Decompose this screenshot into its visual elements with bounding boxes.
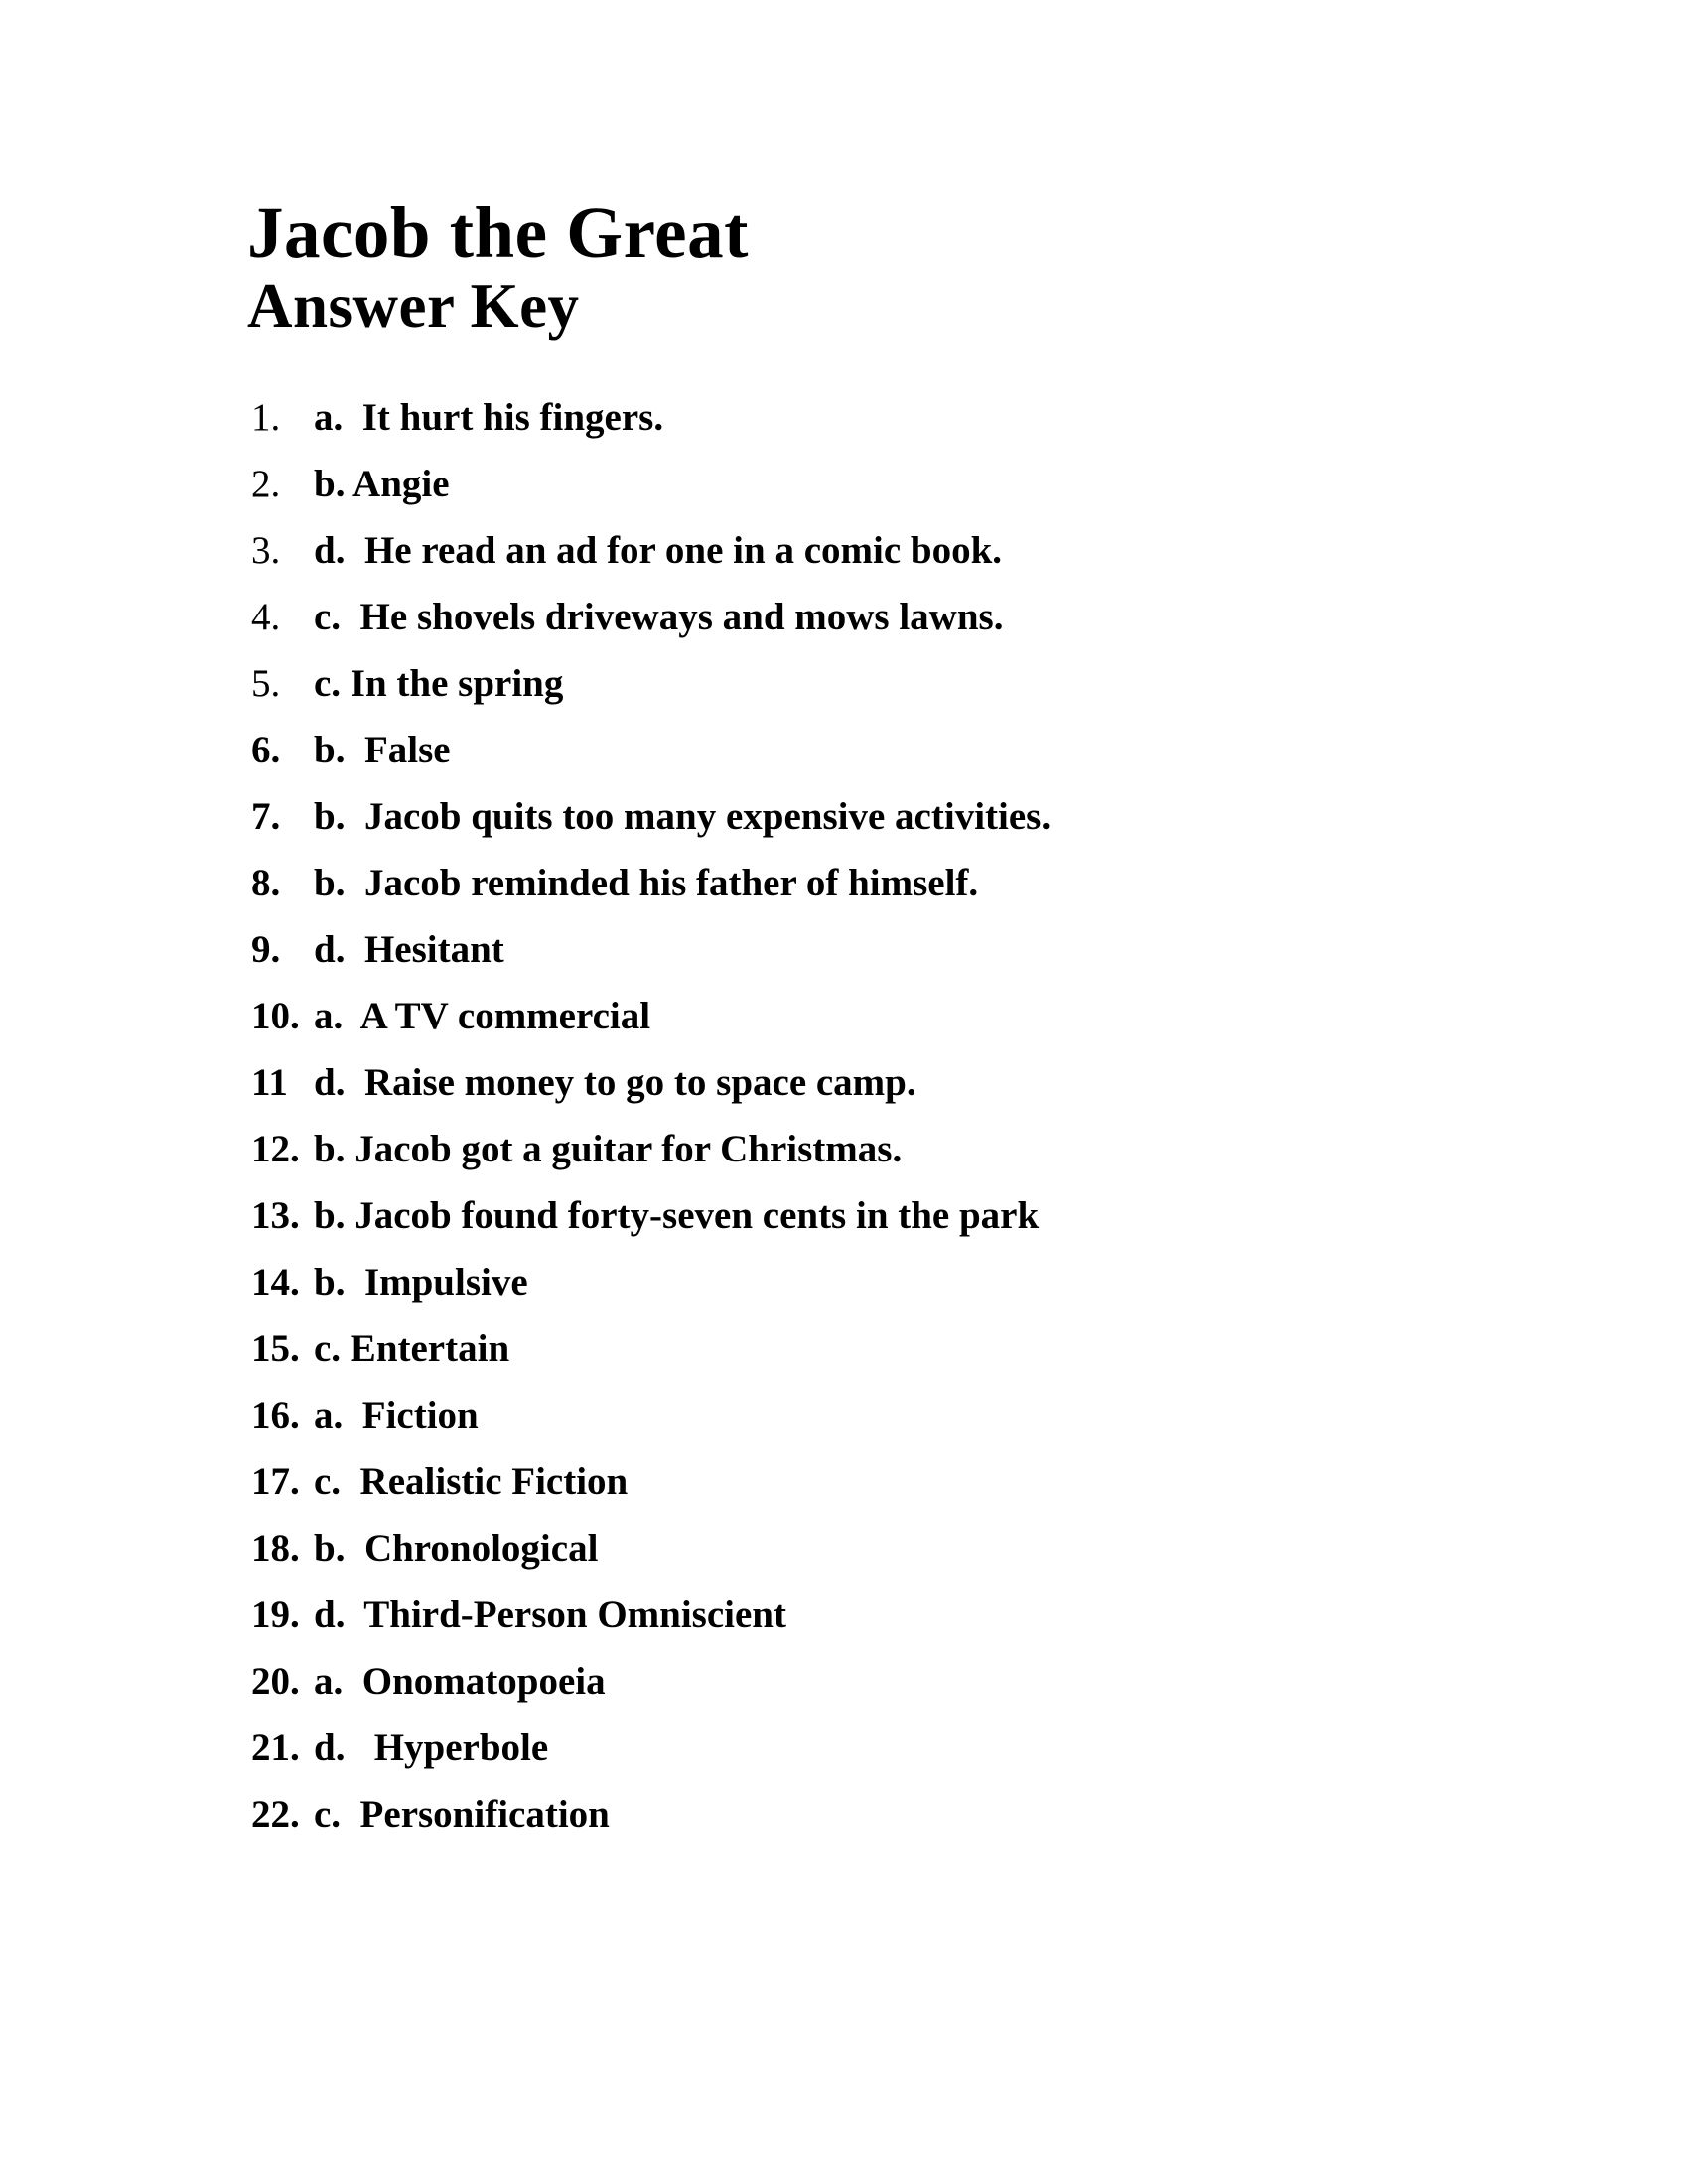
answer-item (251, 728, 1051, 771)
answer-text: c. Realistic Fiction (314, 1460, 629, 1503)
answer-number: 6. (251, 729, 281, 771)
answer-number: 3. (251, 529, 281, 572)
answer-number: 13. (251, 1194, 300, 1237)
answer-text: d. He read an ad for one in a comic book. (314, 529, 1003, 572)
answer-text: d. Hesitant (314, 928, 504, 971)
answer-number: 7. (251, 795, 281, 838)
answer-item (251, 861, 1051, 904)
answer-text: a. A TV commercial (314, 995, 651, 1037)
answer-number: 11 (251, 1061, 288, 1104)
answer-item (251, 1260, 1051, 1303)
answer-text: c. He shovels driveways and mows lawns. (314, 596, 1004, 638)
answer-item (251, 462, 1051, 505)
answer-item (251, 1060, 1051, 1104)
answer-number: 22. (251, 1793, 300, 1836)
answer-number: 4. (251, 596, 281, 638)
answer-item (251, 528, 1051, 572)
answer-item (251, 1659, 1051, 1703)
answer-item (251, 794, 1052, 838)
answer-number: 10. (251, 995, 300, 1037)
answer-item (251, 395, 1051, 439)
answer-item (251, 1592, 1051, 1636)
answer-number: 9. (251, 928, 281, 971)
answer-text: a. It hurt his fingers. (314, 396, 664, 439)
answer-text: b. False (314, 729, 451, 771)
answer-number: 8. (251, 862, 281, 904)
answer-number: 2. (251, 463, 281, 505)
answer-number: 20. (251, 1660, 300, 1703)
answer-item (251, 1193, 1051, 1237)
answer-text: b. Impulsive (314, 1261, 528, 1303)
answer-text: a. Onomatopoeia (314, 1660, 606, 1703)
answer-number: 12. (251, 1128, 300, 1170)
answer-item (251, 1792, 1051, 1836)
answer-item (251, 661, 1051, 705)
document-subtitle: Answer Key (247, 270, 580, 341)
answer-text: b. Chronological (314, 1527, 599, 1570)
answer-item (251, 1127, 1051, 1170)
answer-text: b. Jacob reminded his father of himself. (314, 862, 979, 904)
answer-text: c. Entertain (314, 1327, 510, 1370)
answer-number: 18. (251, 1527, 300, 1570)
answer-item (251, 994, 1051, 1037)
answer-text: d. Third-Person Omniscient (314, 1593, 786, 1636)
answer-text: d. Raise money to go to space camp. (314, 1061, 916, 1104)
answer-number: 21. (251, 1726, 300, 1769)
document-header (247, 195, 749, 339)
answer-text: a. Fiction (314, 1394, 479, 1436)
answer-text: b. Jacob quits too many expensive activities. (314, 795, 1052, 838)
answer-item (251, 1526, 1051, 1570)
answer-item (251, 927, 1051, 971)
answer-number: 1. (251, 396, 281, 439)
answer-item (251, 1393, 1051, 1436)
answer-list (251, 395, 1051, 1858)
answer-text: c. Personification (314, 1793, 610, 1836)
answer-text: c. In the spring (314, 662, 564, 705)
answer-number: 15. (251, 1327, 300, 1370)
document-title: Jacob the Great (247, 193, 749, 273)
answer-number: 5. (251, 662, 281, 705)
answer-text: b. Jacob got a guitar for Christmas. (314, 1128, 903, 1170)
answer-text: b. Angie (314, 463, 450, 505)
answer-item (251, 595, 1051, 638)
answer-text: d. Hyperbole (314, 1726, 549, 1769)
answer-text: b. Jacob found forty-seven cents in the park (314, 1194, 1040, 1237)
answer-item (251, 1326, 1051, 1370)
answer-number: 14. (251, 1261, 300, 1303)
answer-number: 16. (251, 1394, 300, 1436)
answer-number: 19. (251, 1593, 300, 1636)
answer-number: 17. (251, 1460, 300, 1503)
answer-item (251, 1725, 1051, 1769)
answer-item (251, 1459, 1051, 1503)
